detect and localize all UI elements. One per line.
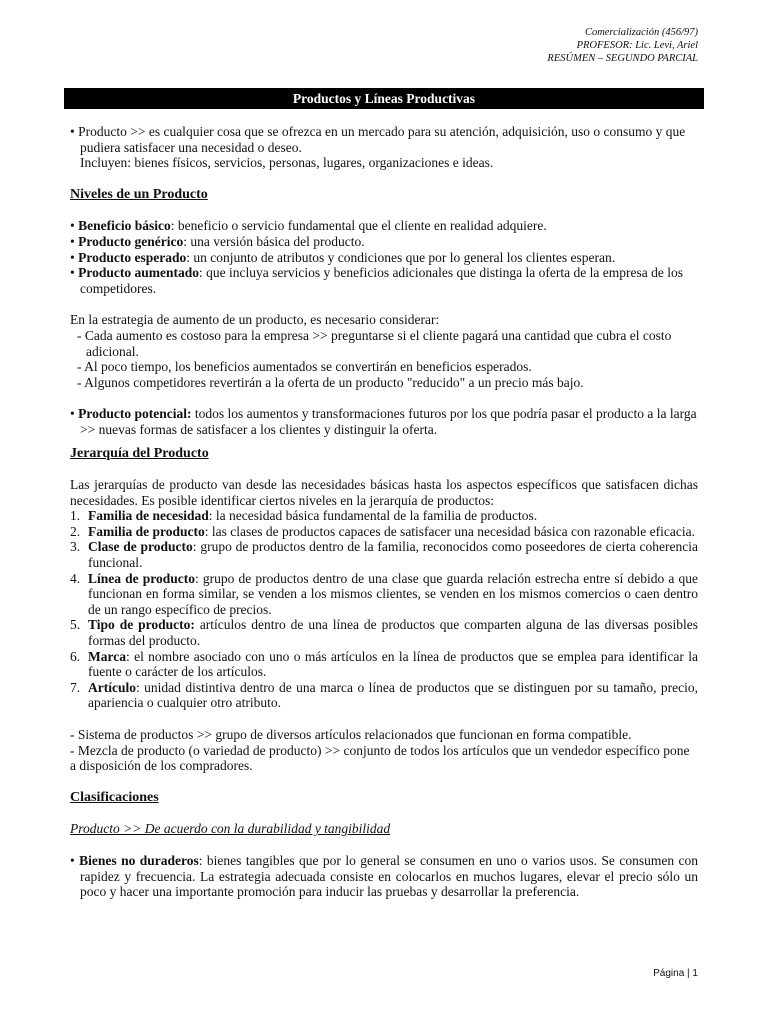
document-header bbox=[547, 26, 698, 65]
list-item-no-duraderos: • Bienes no duraderos: bienes tangibles que por lo general se consumen en uno o varios usos. Se consumen con rapidez y frecuencia. La estrategia adecuada consiste en colocarlos en muchos lugares, elevar el precio sólo un poco y hacer una importante promoción para inducir las pruebas y desarrollar la preferencia. bbox=[70, 852, 698, 900]
strategy-point: - Cada aumento es costoso para la empresa >> preguntarse si el cliente pagará una cantidad que cubra el costo adicional. bbox=[77, 327, 672, 359]
professor-label: PROFESOR: Lic. Levi, Ariel bbox=[576, 40, 698, 51]
bullet-icon: • bbox=[70, 124, 75, 139]
document-body bbox=[70, 124, 698, 900]
list-item: 2. Familia de producto: las clases de productos capaces de satisfacer una necesidad básica con razonable eficacia. bbox=[70, 523, 696, 539]
list-item: • Producto aumentado: que incluya servicios y beneficios adicionales que distinga la oferta de la empresa de los competidores. bbox=[70, 265, 683, 296]
list-item: 6. Marca: el nombre asociado con uno o más artículos en la línea de productos que se emplea para identificar la fuente o carácter de los artículos. bbox=[70, 648, 698, 680]
jerarquia-intro: Las jerarquías de producto van desde las necesidades básicas hasta los aspectos específicos que satisfacen dichas necesidades. Es posible identificar ciertos niveles en la jerarquía de productos: bbox=[70, 477, 698, 508]
list-item-potencial: • Producto potencial: todos los aumentos y transformaciones futuros por los que podría pasar el producto a la larga >> nuevas formas de satisfacer a los clientes y distinguir la oferta. bbox=[70, 406, 697, 437]
heading-niveles: Niveles de un Producto bbox=[70, 186, 208, 202]
summary-label: RESÚMEN – SEGUNDO PARCIAL bbox=[547, 53, 698, 64]
intro-paragraph: • Producto >> es cualquier cosa que se ofrezca en un mercado para su atención, adquisición, uso o consumo y que pudiera satisfacer una necesidad o deseo. Incluyen: bienes físicos, servicios, personas, lugares, organizaciones e ideas. bbox=[70, 124, 686, 171]
list-item: 4. Línea de producto: grupo de productos dentro de una clase que guarda relación estrecha entre sí debido a que funcionan en forma similar, se venden a los mismos clientes, se venden en los mismos comercios o caen dentro de un rango específico de precios. bbox=[70, 570, 699, 617]
list-item: 1. Familia de necesidad: la necesidad básica fundamental de la familia de productos. bbox=[70, 508, 538, 524]
heading-clasificaciones: Clasificaciones bbox=[70, 789, 159, 805]
list-item: • Producto genérico: una versión básica del producto. bbox=[70, 233, 365, 249]
subheading-durabilidad: Producto >> De acuerdo con la durabilidad y tangibilidad bbox=[70, 821, 391, 837]
sistema-definition: - Sistema de productos >> grupo de diversos artículos relacionados que funcionan en forma compatible. bbox=[70, 727, 632, 742]
list-item: 7. Artículo: unidad distintiva dentro de una marca o línea de productos que se distinguen por su tamaño, precio, apariencia o cualquier otro atributo. bbox=[70, 679, 698, 711]
list-item: • Producto esperado: un conjunto de atributos y condiciones que por lo general los clientes esperan. bbox=[70, 249, 616, 265]
page-number: Página | 1 bbox=[653, 968, 698, 979]
list-item: • Beneficio básico: beneficio o servicio fundamental que el cliente en realidad adquiere. bbox=[70, 218, 547, 234]
heading-jerarquia: Jerarquía del Producto bbox=[70, 445, 209, 461]
page-title: Productos y Líneas Productivas bbox=[64, 88, 704, 109]
strategy-intro: En la estrategia de aumento de un producto, es necesario considerar: bbox=[70, 312, 440, 328]
strategy-point: - Al poco tiempo, los beneficios aumentados se convertirán en beneficios esperados. bbox=[77, 359, 532, 375]
list-item: 3. Clase de producto: grupo de productos dentro de la familia, reconocidos como poseedores de cierta coherencia funcional. bbox=[70, 539, 698, 571]
mezcla-definition: - Mezcla de producto (o variedad de producto) >> conjunto de todos los artículos que un vendedor específico pone a disposición de los compradores. bbox=[70, 742, 690, 774]
list-item: 5. Tipo de producto: artículos dentro de una línea de productos que comparten alguna de las diversas posibles formas del producto. bbox=[70, 617, 698, 649]
jerarquia-list bbox=[70, 508, 698, 711]
strategy-point: - Algunos competidores revertirán a la oferta de un producto "reducido" a un precio más bajo. bbox=[77, 374, 584, 390]
course-label: Comercialización (456/97) bbox=[584, 27, 698, 38]
